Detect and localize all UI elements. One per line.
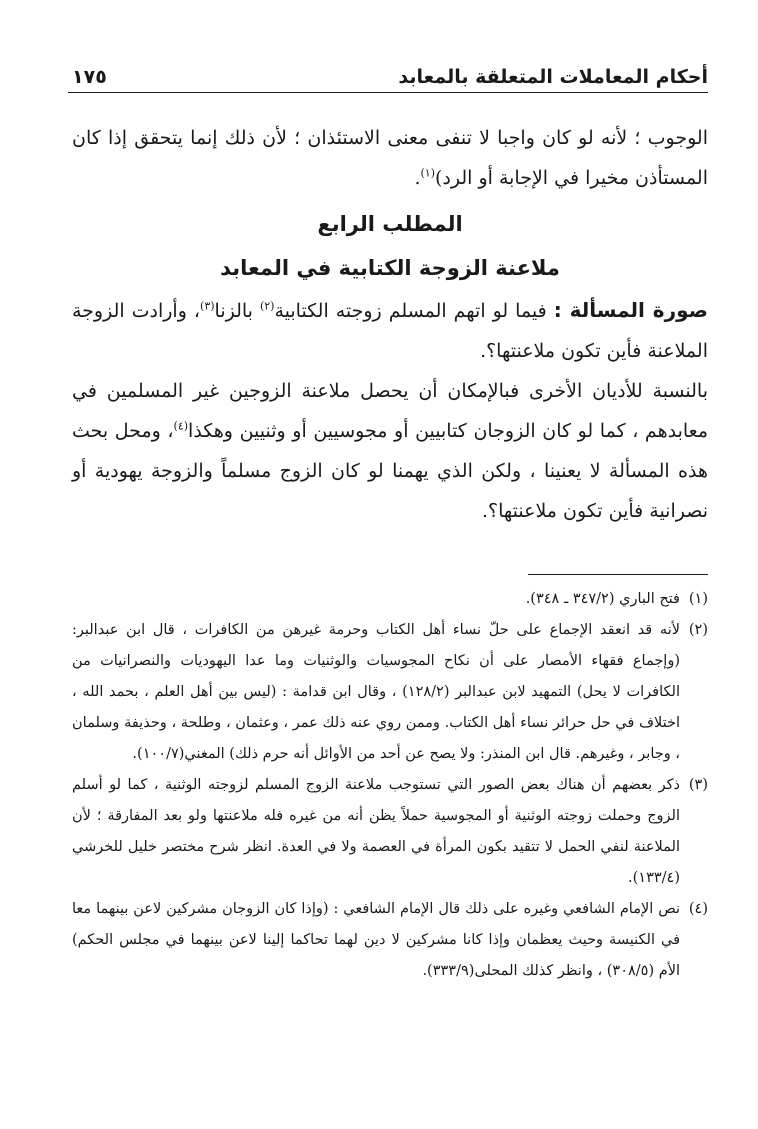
header-title: أحكام المعاملات المتعلقة بالمعابد — [398, 66, 708, 88]
main-text — [72, 118, 708, 531]
footnote-ref[interactable]: (٣) — [200, 299, 215, 313]
footnote-ref[interactable]: (١) — [420, 166, 435, 180]
case-label: صورة المسألة : — [553, 298, 708, 322]
footnote-number: (٢) — [688, 622, 708, 638]
footnote-1: (١) فتح الباري (٣٤٧/٢ ـ ٣٤٨). — [72, 584, 708, 615]
section-heading: المطلب الرابع — [317, 212, 463, 236]
case-paragraph: صورة المسألة : فيما لو اتهم المسلم زوجته الكتابية$^{(٢)}$ بالزنا$^{(٣)}$، وأرادت الزوجة الملاعنة فأين تكون ملاعنتها؟. — [72, 298, 708, 362]
footnote-number: (٣) — [688, 777, 708, 793]
footnote-4: (٤) نص الإمام الشافعي وغيره على ذلك قال الإمام الشافعي : (وإذا كان الزوجان مشركين لاعن بينهما معا في الكنيسة وحيث يعظمان وإذا كانا مشركين لا دين لهما تحاكما إلينا لاعن بينهما في مجلس الحكم) الأم (٣٠٨/٥) ، وانظر كذلك المحلى(٣٣٣/٩). — [72, 894, 708, 987]
section-subheading: ملاعنة الزوجة الكتابية في المعابد — [220, 256, 560, 280]
header-rule — [68, 92, 708, 93]
discussion-paragraph: بالنسبة للأديان الأخرى فبالإمكان أن يحصل ملاعنة الزوجين غير المسلمين في معابدهم ، كما لو كان الزوجان كتابيين أو مجوسيين أو وثنيين وهكذا$^{(٤)}$، ومحل بحث هذه المسألة لا يعنينا ، ولكن الذي يهمنا لو كان الزوج مسلماً والزوجة يهودية أو نصرانية فأين تكون ملاعنتها؟. — [72, 380, 708, 522]
footnotes — [72, 584, 708, 987]
footnote-separator — [528, 574, 708, 575]
footnote-3: (٣) ذكر بعضهم أن هناك بعض الصور التي تستوجب ملاعنة الزوج المسلم لزوجته الوثنية ، كما لو أسلم الزوج وحملت زوجته الوثنية أو المجوسية حملاً يظن أنه من غيره فله ملاعنتها ولو بعد المفارقة ؛ لأن الملاعنة لنفي الحمل لا تتقيد بكون المرأة في العصمة ولا في العدة. انظر شرح مختصر خليل للخرشي (١٣٣/٤). — [72, 770, 708, 894]
footnote-number: (١) — [688, 591, 708, 607]
footnote-2: (٢) لأنه قد انعقد الإجماع على حلّ نساء أهل الكتاب وحرمة غيرهن من الكافرات ، قال ابن عبدالبر: (وإجماع فقهاء الأمصار على أن نكاح المجوسيات والوثنيات وما عدا اليهوديات والنصرانيات من الكافرات لا يحل) التمهيد لابن عبدالبر (١٢٨/٢) ، وقال ابن قدامة : (ليس بين أهل العلم ، بحمد الله ، اختلاف في حل حرائر نساء أهل الكتاب. وممن روي عنه ذلك عمر ، وعثمان ، وطلحة ، وحذيفة وسلمان ، وجابر ، وغيرهم. قال ابن المنذر: ولا يصح عن أحد من الأوائل أنه حرم ذلك) المغني(١٠٠/٧). — [72, 615, 708, 770]
running-header — [72, 58, 708, 88]
footnote-ref[interactable]: (٤) — [173, 419, 189, 433]
page-number: ١٧٥ — [72, 66, 107, 88]
intro-paragraph: الوجوب ؛ لأنه لو كان واجبا لا تنفى معنى الاستئذان ؛ لأن ذلك إنما يتحقق إذا كان المستأذن مخيرا في الإجابة أو الرد)$^{(١)}$. — [72, 127, 708, 189]
footnote-ref[interactable]: (٢) — [259, 299, 275, 313]
footnote-number: (٤) — [688, 901, 708, 917]
